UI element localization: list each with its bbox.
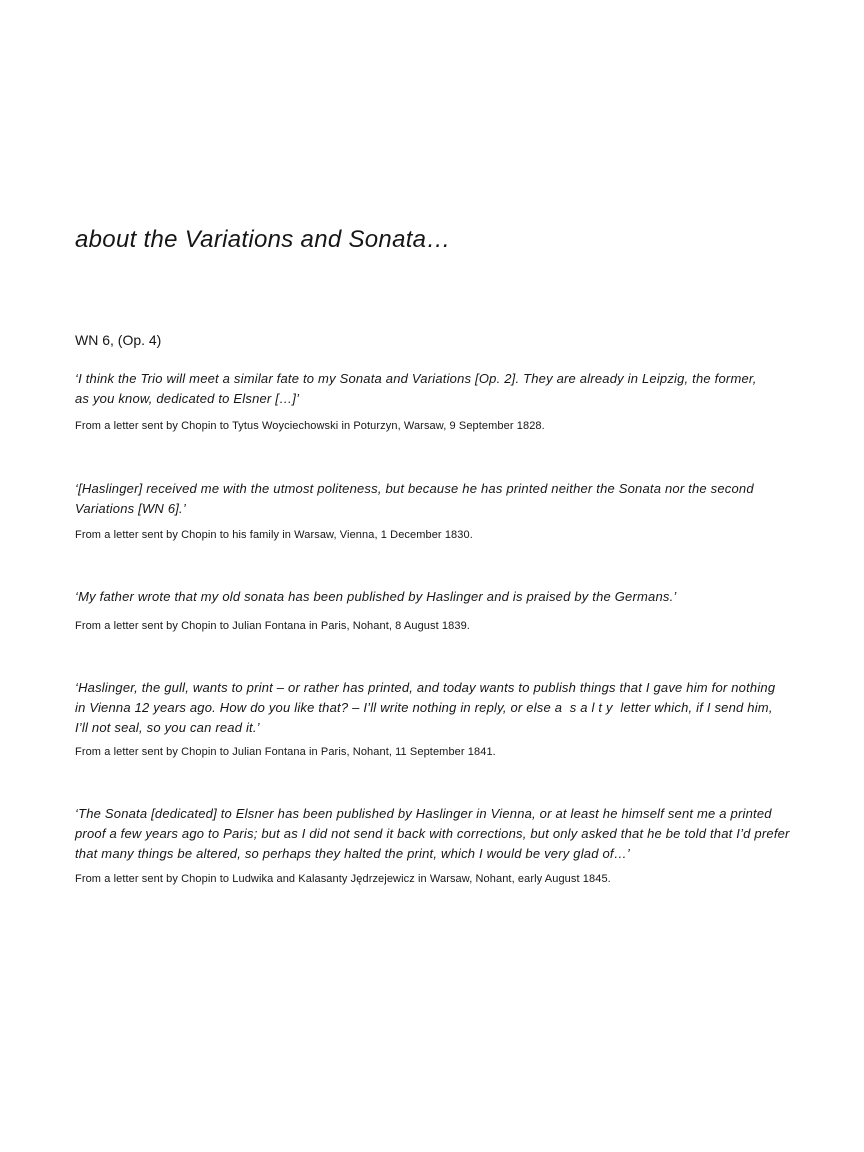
quote-block	[75, 479, 815, 519]
quote-source: From a letter sent by Chopin to Ludwika and Kalasanty Jędrzejewicz in Warsaw, Nohant, early August 1845.	[75, 873, 611, 885]
quote-source: From a letter sent by Chopin to Julian Fontana in Paris, Nohant, 11 September 1841.	[75, 746, 496, 758]
quote-line: Variations [WN 6].’	[75, 501, 186, 516]
quote-line: proof a few years ago to Paris; but as I did not send it back with corrections, but only asked that he be told that I’d prefer	[75, 826, 790, 841]
quote-source: From a letter sent by Chopin to Tytus Woyciechowski in Poturzyn, Warsaw, 9 September 1828.	[75, 420, 545, 432]
quote-block	[75, 804, 815, 864]
quote-line: I’ll not seal, so you can read it.’	[75, 720, 260, 735]
quote-source: From a letter sent by Chopin to Julian Fontana in Paris, Nohant, 8 August 1839.	[75, 620, 470, 632]
quote-block	[75, 369, 815, 409]
quote-line: ‘[Haslinger] received me with the utmost politeness, but because he has printed neither the Sonata nor the second	[75, 481, 754, 496]
quote-line: as you know, dedicated to Elsner […]’	[75, 391, 300, 406]
page-title: about the Variations and Sonata…	[75, 226, 451, 253]
quote-block	[75, 678, 815, 738]
quote-line: ‘My father wrote that my old sonata has been published by Haslinger and is praised by the Germans.’	[75, 589, 677, 604]
quote-line: ‘Haslinger, the gull, wants to print – or rather has printed, and today wants to publish things that I gave him for nothing	[75, 680, 776, 695]
work-heading: WN 6, (Op. 4)	[75, 332, 162, 348]
quote-line: in Vienna 12 years ago. How do you like that? – I’ll write nothing in reply, or else a s a l t y letter which, if I send him,	[75, 700, 773, 715]
quote-source: From a letter sent by Chopin to his family in Warsaw, Vienna, 1 December 1830.	[75, 529, 473, 541]
quote-line: ‘I think the Trio will meet a similar fate to my Sonata and Variations [Op. 2]. They are already in Leipzig, the former,	[75, 371, 757, 386]
quote-line: that many things be altered, so perhaps they halted the print, which I would be very glad of…’	[75, 846, 630, 861]
quote-line: ‘The Sonata [dedicated] to Elsner has been published by Haslinger in Vienna, or at least he himself sent me a printed	[75, 806, 772, 821]
quote-block	[75, 587, 815, 607]
